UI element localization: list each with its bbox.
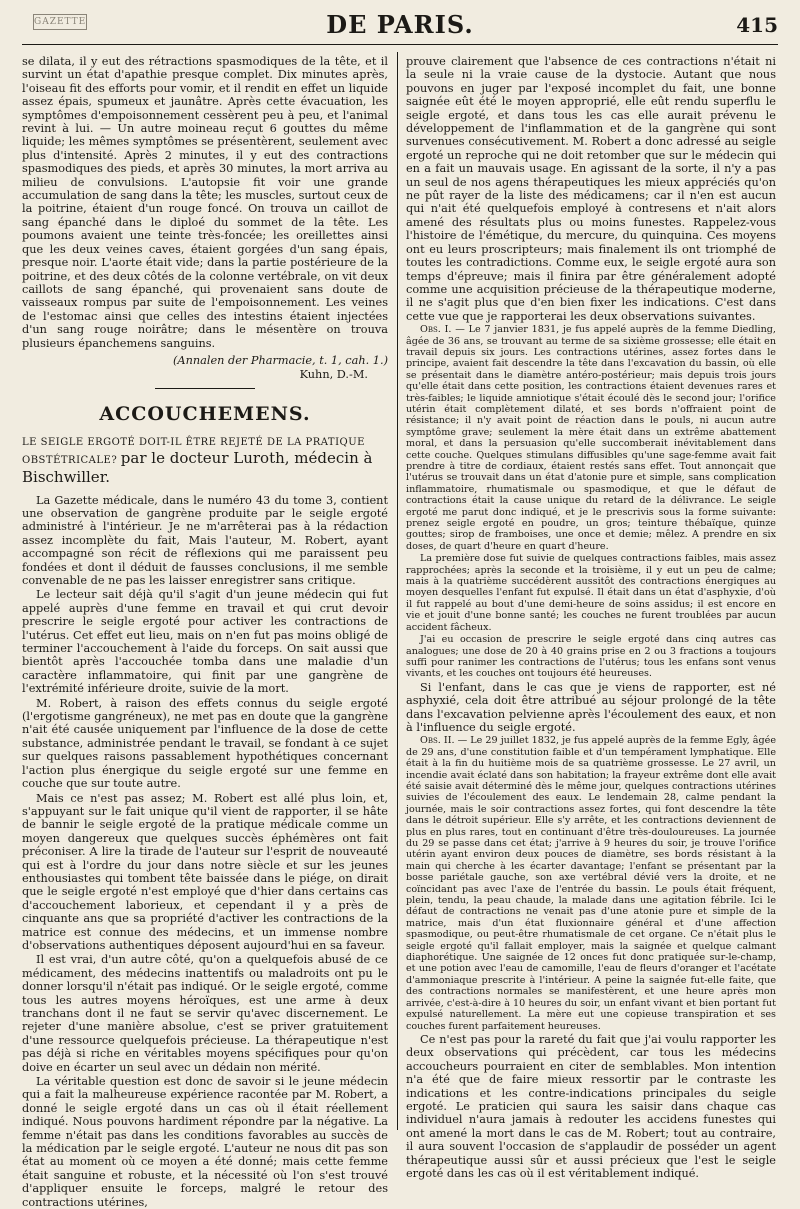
running-head: DE PARIS. — [326, 10, 474, 39]
article-title — [22, 435, 388, 486]
citation: (Annalen der Pharmacie, t. 1, cah. 1.) — [173, 353, 388, 367]
article-paragraph: Il est vrai, d'un autre côté, qu'on a quelquefois abusé de ce médicament, des médecins inattentifs ou maladroits ont pu le donner lorsqu'il n'était pas indiqué. Or le seigle ergoté, comme tous les autres moyens héroïques, est une arme à deux tranchans dont il ne faut se servir qu'avec discernement. Le rejeter d'une manière absolue, c'est se priver gratuitement d'une ressource quelquefois précieuse. La thérapeutique n'est pas déjà si riche en véritables moyens spécifiques pour qu'on doive en écarter un seul avec un dédain non mérité. — [22, 953, 388, 1074]
observation-text: — Le 7 janvier 1831, je fus appelé auprès de la femme Diedling, âgée de 36 ans, se trouvant au terme de sa sixième grossesse; elle était en travail depuis six jours. Les contractions utérines, assez fortes dans le principe, avaient fait descendre la tête dans l'excavation du bassin, où elle se présentait dans le diamètre antéro-postérieur; mais depuis trois jours qu'elle était dans cette position, les contractions étaient devenues rares et très-faibles; le liquide amniotique s'était écoulé dès le second jour; l'orifice utérin était complètement dilaté, et ses bords n'offraient point de résistance; il n'y avait point de réaction dans le pouls, ni aucun autre symptôme grave; seulement la mère était dans un extrême abattement moral, et dans la persuasion qu'elle succomberait inévitablement dans cette couche. Quelques stimulans diffusibles qu'une sage-femme avait fait prendre à titre de cordiaux, étaient restés sans effet. Tout annonçait que l'utérus se trouvait dans un état d'atonie pure et simple, sans complication inflammatoire, rhumatismale ou spasmodique, et que le défaut de contractions était la cause unique du retard de la délivrance. Le seigle ergoté me parut donc indiqué, et je le prescrivis sous la forme suivante: prenez seigle ergoté en poudre, un gros; teinture thébaïque, quinze gouttes; sirop de framboises, une once et demie; mêlez. A prendre en six doses, de quart d'heure en quart d'heure. — [406, 324, 776, 552]
observation-2 — [406, 735, 776, 1032]
observation-text: — Le 29 juillet 1832, je fus appelé auprès de la femme Egly, âgée de 29 ans, d'une constitution faible et d'un tempérament lymphatique. Elle était à la fin du huitième mois de sa quatrième grossesse. Le 27 avril, un incendie avait éclaté dans son habitation; la frayeur extrême dont elle avait été saisie avait déterminé dès le même jour, quelques contractions utérines suivies de l'écoulement des eaux. Le lendemain 28, calme pendant la journée, mais le soir contractions assez fortes, qui font descendre la tête dans le détroit supérieur. Elle s'y arrête, et les contractions deviennent de plus en plus rares, tout en continuant d'être très-douloureuses. La journée du 29 se passe dans cet état; j'arrive à 9 heures du soir, je trouve l'orifice utérin ayant environ deux pouces de diamètre, ses bords résistant à la main qui cherche à les écarter davantage; l'enfant se présentant par la bosse pariétale gauche, son axe vertébral dévié vers la droite, et ne coïncidant pas avec l'axe de l'entrée du bassin. Le pouls était fréquent, plein, tendu, la peau chaude, la malade dans une agitation fébrile. Ici le défaut de contractions ne venait pas d'une atonie pure et simple de la matrice, mais d'un état fluxionnaire général et d'une affection spasmodique, ou peut-être rhumatismale de cet organe. Ce n'était plus le seigle ergoté qu'il fallait employer, mais la saignée et quelque calmant diaphorétique. Une saignée de 12 onces fut donc pratiquée sur-le-champ, et une potion avec l'eau de camomille, l'eau de fleurs d'oranger et l'acétate d'ammoniaque prescrite à l'intérieur. A peine la saignée fut-elle faite, que des contractions normales se manifestèrent, et une heure après mon arrivée, c'est-à-dire à 10 heures du soir, un enfant vivant et bien portant fut expulsé naturellement. La mère eut une copieuse transpiration et ses couches furent parfaitement heureuses. — [406, 735, 776, 1032]
page-number: 415 — [736, 13, 778, 37]
observation-paragraph: J'ai eu occasion de prescrire le seigle ergoté dans cinq autres cas analogues; une dose de 20 à 40 grains prise en 2 ou 3 fractions a toujours suffi pour ranimer les contractions de l'utérus; tous les enfans sont venus vivants, et les couches ont toujours été heureuses. — [406, 634, 776, 680]
article-author: par le docteur Luroth, médecin à Bischwiller. — [22, 449, 373, 486]
observation-label: Obs. I. — [420, 324, 452, 336]
article-paragraph: Le lecteur sait déjà qu'il s'agit d'un jeune médecin qui fut appelé auprès d'une femme en travail et qui crut devoir prescrire le seigle ergoté pour activer les contractions de l'utérus. Cet effet eut lieu, mais on n'en fut pas moins obligé de terminer l'accouchement à l'aide du forceps. On sait aussi que bientôt après l'accouchée tomba dans une maladie d'un caractère inflammatoire, qui finit par une gangrène de l'extrémité inférieure droite, suivie de la mort. — [22, 588, 388, 696]
observation-1 — [406, 324, 776, 552]
article-paragraph: Mais ce n'est pas assez; M. Robert est allé plus loin, et, s'appuyant sur le fait unique qu'il vient de rapporter, il se hâte de bannir le seigle ergoté de la pratique médicale comme un moyen dangereux que quelques succès éphémères ont fait préconiser. A lire la tirade de l'auteur sur l'esprit de nouveauté qui est à l'ordre du jour dans notre siècle et sur les jeunes enthousiastes qui tombent tête baissée dans le piége, on dirait que le seigle ergoté n'est employé que d'hier dans certains cas d'accouchement laborieux, et cependant il y a près de cinquante ans que sa propriété d'activer les contractions de la matrice est connue des médecins, et un immense nombre d'observations authentiques déposent aujourd'hui en sa faveur. — [22, 791, 388, 952]
library-stamp: GAZETTE — [33, 14, 87, 30]
left-column — [22, 55, 388, 1209]
section-heading: ACCOUCHEMENS. — [99, 402, 311, 425]
column-separator — [397, 52, 398, 1130]
article-paragraph: Ce n'est pas pour la rareté du fait que j'ai voulu rapporter les deux observations qui précèdent, car tous les médecins accoucheurs pourraient en citer de semblables. Mon intention n'a été que de faire mieux ressortir par le contraste les indications et les contre-indications principales du seigle ergoté. Le praticien qui saura les saisir dans chaque cas individuel n'aura jamais à redouter les accidens funestes qui ont amené la mort dans le cas de M. Robert; tout au contraire, il aura souvent l'occasion de s'applaudir de posséder un agent thérapeutique aussi sûr et aussi précieux que l'est le seigle ergoté dans les cas où il est véritablement indiqué. — [406, 1032, 776, 1180]
page-header — [0, 0, 800, 44]
header-rule — [22, 44, 778, 45]
article-paragraph: La Gazette médicale, dans le numéro 43 du tome 3, contient une observation de gangrène produite par le seigle ergoté administré à l'intérieur. Je ne m'arrêterai pas à la rédaction assez incomplète du fait, Mais l'auteur, M. Robert, ayant accompagné son récit de réflexions qui me paraissent peu fondées et dont il déduit de fausses conclusions, il me semble convenable de ne pas les laisser enregistrer sans critique. — [22, 493, 388, 587]
article-paragraph: Si l'enfant, dans le cas que je viens de rapporter, est né asphyxié, cela doit être attribué au séjour prolongé de la tête dans l'excavation pelvienne après l'écoulement des eaux, et non à l'influence du seigle ergoté. — [406, 680, 776, 734]
article-paragraph: La véritable question est donc de savoir si le jeune médecin qui a fait la malheureuse expérience racontée par M. Robert, a donné le seigle ergoté dans un cas où il était réellement indiqué. Nous pouvons hardiment répondre par la négative. La femme n'était pas dans les conditions favorables au succès de la médication par le seigle ergoté. L'auteur ne nous dit pas son état au moment où ce moyen a été donné; mais cette femme était sanguine et robuste, et la nécessité où l'on s'est trouvé d'appliquer ensuite le forceps, malgré le retour des contractions utérines, — [22, 1075, 388, 1209]
article-title-caps: LE SEIGLE ERGOTÉ DOIT-IL ÊTRE REJETÉ DE LA PRATIQUE OBSTÉTRICALE? — [22, 436, 365, 467]
observation-paragraph: La première dose fut suivie de quelques contractions faibles, mais assez rapprochées; après la seconde et la troisième, il y eut un peu de calme; mais à la quatrième succédèrent aussitôt des contractions énergiques au moyen desquelles l'enfant fut expulsé. Il était dans un état d'asphyxie, d'où il fut rappelé au bout d'une demi-heure de soins assidus; il est encore en vie et jouit d'une bonne santé; les couches ne furent troublées par aucun accident fâcheux. — [406, 553, 776, 633]
section-divider — [155, 388, 255, 389]
continued-paragraph: se dilata, il y eut des rétractions spasmodiques de la tête, et il survint un état d'apathie presque complet. Dix minutes après, l'oiseau fit des efforts pour vomir, et il rendit en effet un liquide assez épais, spumeux et jaunâtre. Après cette évacuation, les symptômes d'empoisonnement cessèrent peu à peu, et l'animal revint à lui. — Un autre moineau reçut 6 gouttes du même liquide; les mêmes symptômes se présentèrent, seulement avec plus d'intensité. Après 2 minutes, il y eut des contractions spasmodiques des pieds, et après 30 minutes, la mort arriva au milieu de convulsions. L'autopsie fit voir une grande accumulation de sang dans la tête; les muscles, surtout ceux de la poitrine, étaient d'un rouge foncé. On trouva un caillot de sang épanché dans le diploé du sommet de la tête. Les poumons avaient une teinte très-foncée; les oreillettes ainsi que les deux veines caves, étaient gorgées d'un sang épais, presque noir. L'aorte était vide; dans la partie postérieure de la poitrine, et des deux côtés de la colonne vertébrale, on vit deux caillots de sang épanché, qui provenaient sans doute de vaisseaux rompus par suite de l'empoisonnement. Les veines de l'estomac ainsi que celles des intestins étaient injectées d'un sang rouge noirâtre; dans le mésentère on trouva plusieurs épanchemens sanguins. — [22, 55, 388, 350]
article-paragraph: M. Robert, à raison des effets connus du seigle ergoté (l'ergotisme gangréneux), ne met pas en doute que la gangrène n'ait été causée uniquement par l'influence de la dose de cette substance, administrée pendant le travail, se fondant à ce sujet sur quelques raisons passablement hypothétiques concernant l'action plus énergique du seigle ergoté sur une femme en couche que sur toute autre. — [22, 696, 388, 791]
article-paragraph: prouve clairement que l'absence de ces contractions n'était ni la seule ni la vraie cause de la dystocie. Autant que nous pouvons en juger par l'exposé incomplet du fait, une bonne saignée eût été le moyen approprié, elle eût rendu superflu le seigle ergoté, et dans tous les cas elle aurait prévenu le développement de l'inflammation et de la gangrène qui sont survenues consécutivement. M. Robert a donc adressé au seigle ergoté un reproche qui ne doit retomber que sur le médecin qui en a fait un mauvais usage. En agissant de la sorte, il n'y a pas un seul de nos agens thérapeutiques les mieux appréciés qu'on ne pût rayer de la liste des médicamens; car il n'en est aucun qui n'ait été quelquefois employé à contresens et n'ait alors amené des résultats plus ou moins funestes. Rappelez-vous l'histoire de l'émétique, du mercure, du quinquina. Ces moyens ont eu leurs proscripteurs; mais finalement ils ont triomphé de toutes les contradictions. Comme eux, le seigle ergoté aura son temps d'épreuve; mais il finira par être généralement adopté comme une acquisition précieuse de la thérapeutique moderne, il ne s'agit plus que d'en bien fixer les indications. C'est dans cette vue que je rapporterai les deux observations suivantes. — [406, 55, 776, 323]
observation-label: Obs. II. — [420, 735, 455, 747]
right-column — [406, 55, 776, 1180]
author-signature: Kuhn, D.-M. — [299, 368, 368, 382]
